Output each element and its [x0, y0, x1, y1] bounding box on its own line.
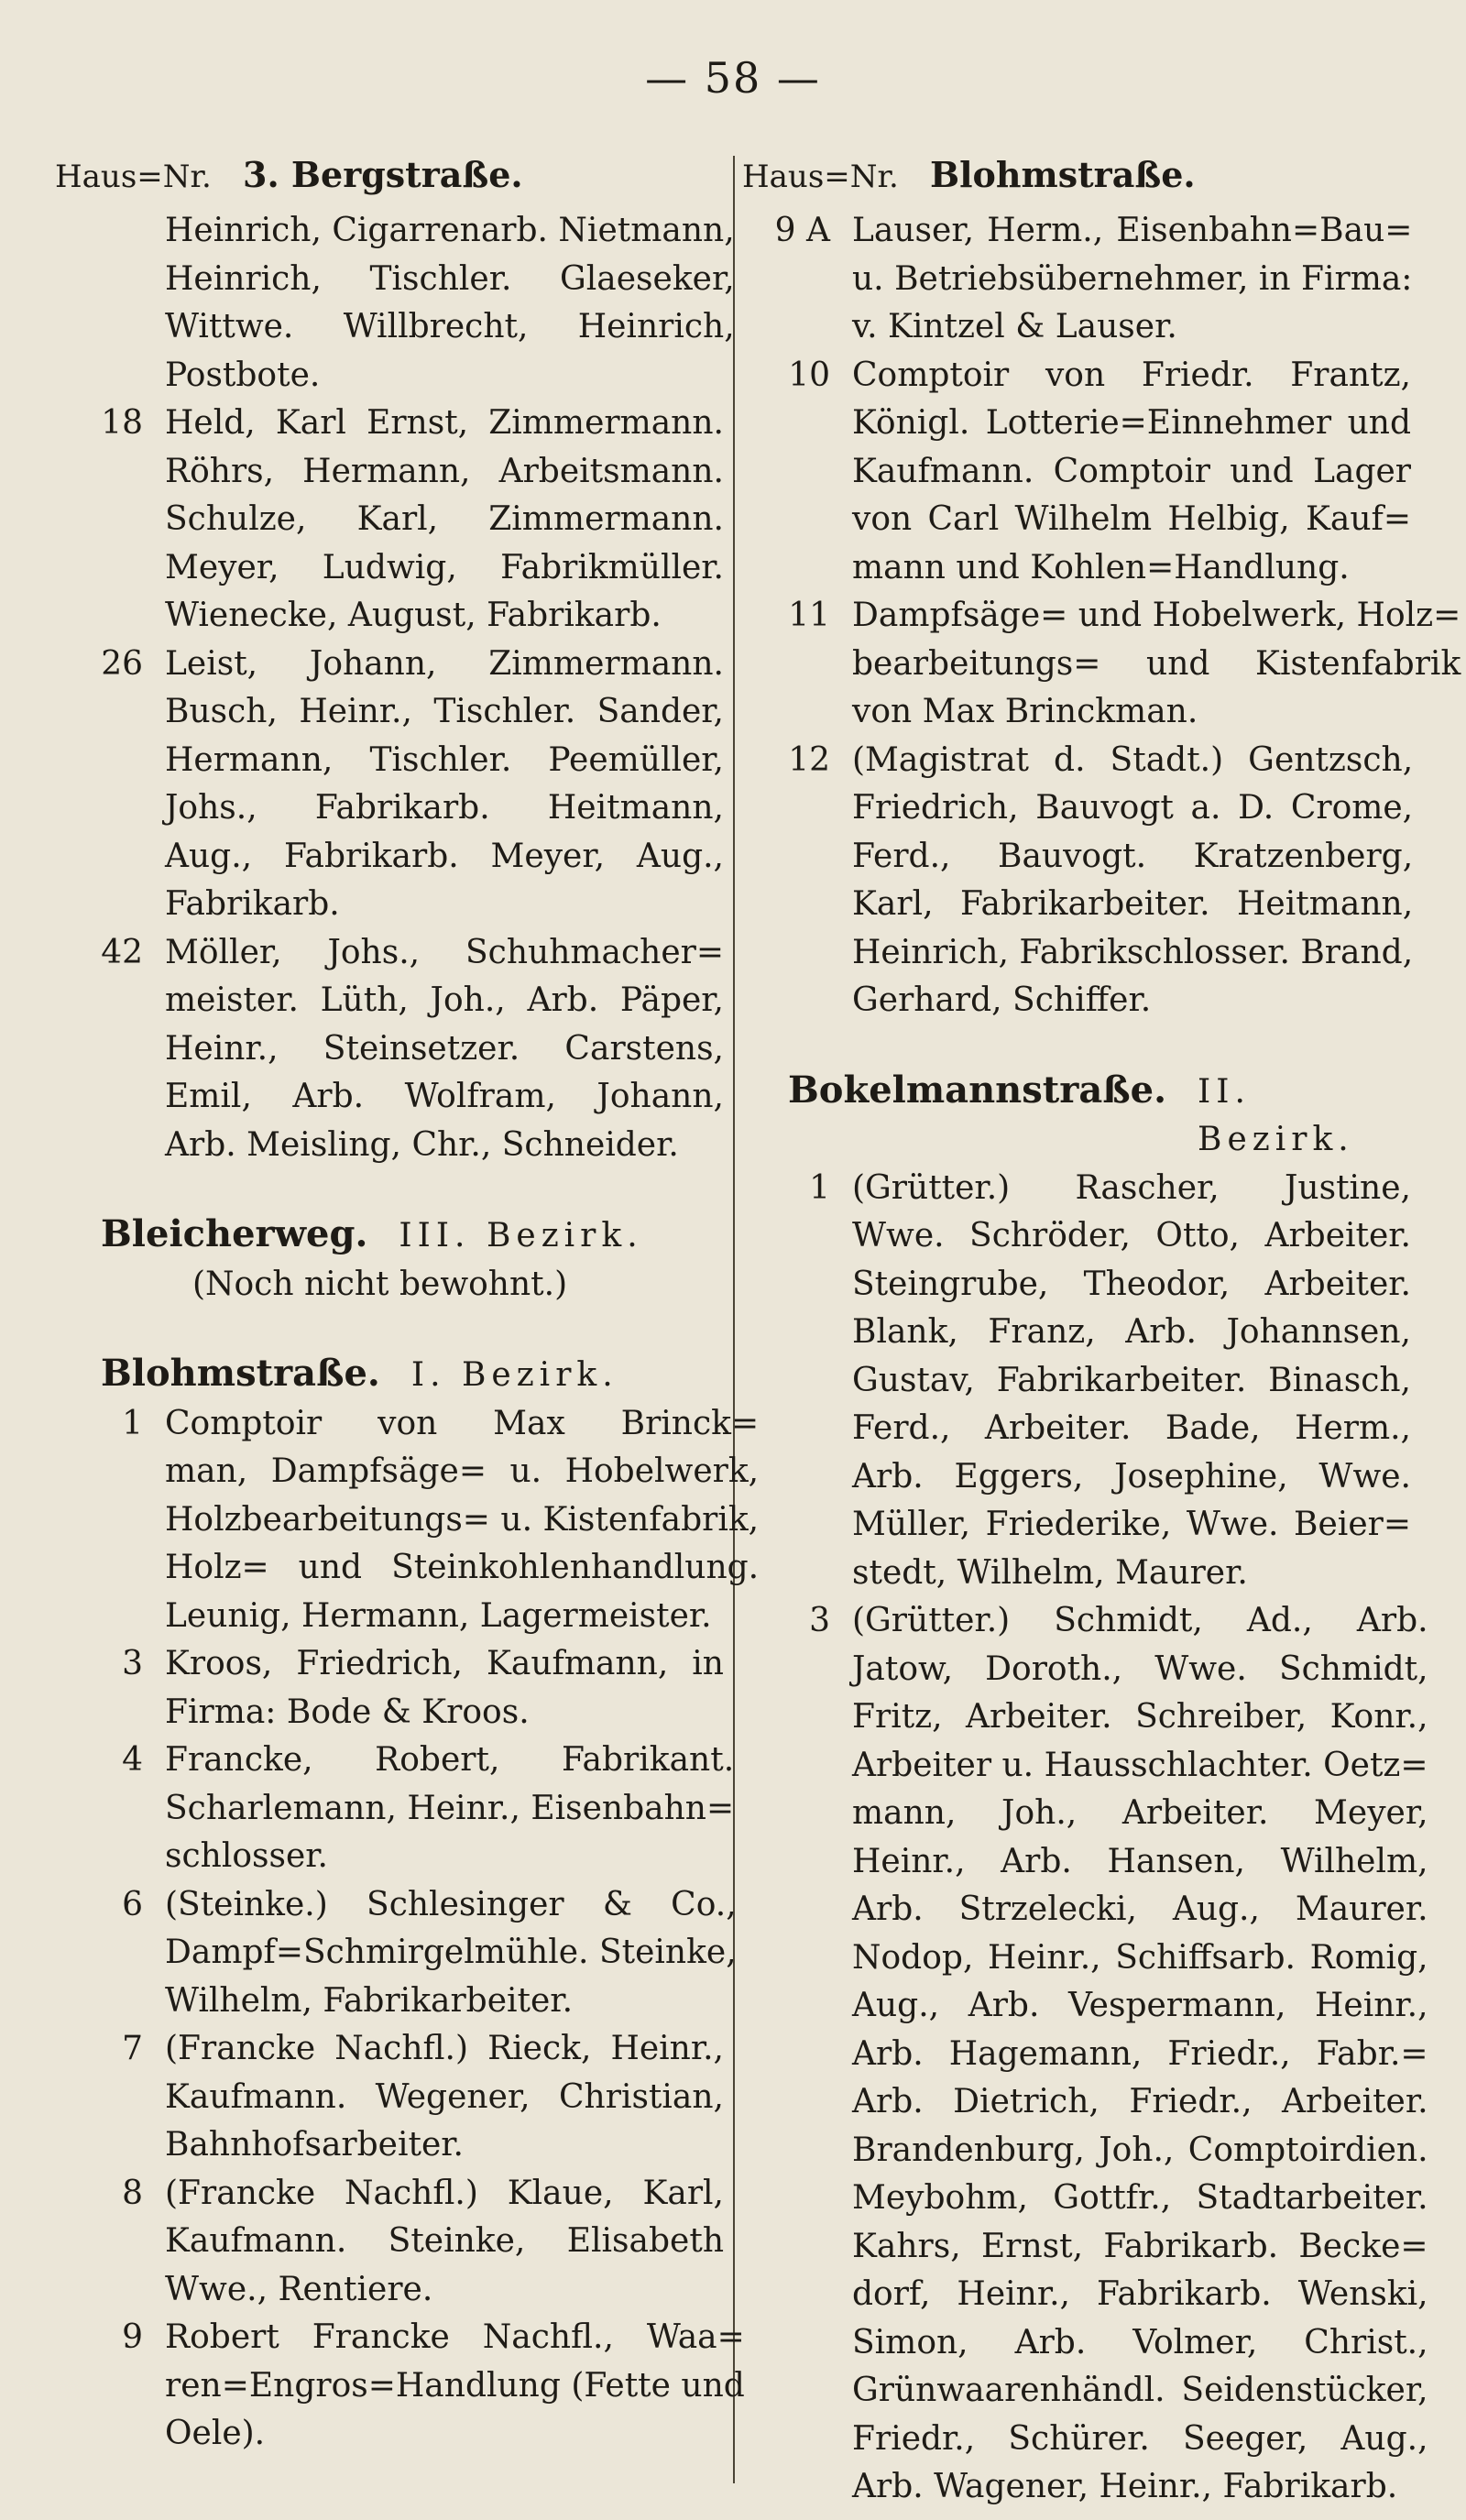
entry-line: v. Kintzel & Lauser.	[852, 308, 1177, 345]
entry-line: Königl. Lotterie=Einnehmer und	[852, 404, 1411, 442]
house-entry	[742, 1165, 1411, 1598]
entry-line: Wwe., Rentiere.	[165, 2270, 433, 2308]
district-label: II. Bezirk.	[1198, 1072, 1354, 1158]
house-number: 10	[788, 356, 830, 394]
right-column-header	[742, 154, 1411, 207]
entry-line: stedt, Wilhelm, Maurer.	[852, 1553, 1248, 1592]
entry-line: (Steinke.) Schlesinger & Co.,	[165, 1885, 737, 1923]
entry-line: Leunig, Hermann, Lagermeister.	[165, 1596, 712, 1635]
entry-line: Holz= und Steinkohlenhandlung.	[165, 1549, 760, 1586]
entry-line: Karl, Fabrikarbeiter. Heitmann,	[852, 885, 1414, 923]
entry-text	[165, 2025, 724, 2170]
entry-line: Gustav, Fabrikarbeiter. Binasch,	[852, 1361, 1411, 1399]
street-entries	[742, 1165, 1428, 2512]
entry-text	[165, 1881, 737, 2026]
house-entry	[55, 641, 724, 929]
entry-line: ren=Engros=Handlung (Fette und	[165, 2366, 745, 2405]
entry-text	[165, 2170, 724, 2315]
street-heading	[55, 1211, 724, 1261]
entry-text	[165, 641, 724, 929]
house-number-label: Haus=Nr.	[55, 159, 212, 195]
house-entry	[55, 929, 724, 1170]
right-entries	[742, 207, 1461, 1025]
entry-line: Jatow, Doroth., Wwe. Schmidt,	[852, 1649, 1428, 1688]
entry-line: Kroos, Friedrich, Kaufmann, in	[165, 1645, 724, 1682]
house-entry	[742, 1597, 1428, 2512]
entry-line: Held, Karl Ernst, Zimmermann.	[165, 404, 724, 442]
entry-line: Friedrich, Bauvogt a. D. Crome,	[852, 789, 1414, 827]
district-label: III. Bezirk.	[399, 1217, 643, 1255]
entry-line: Nodop, Heinr., Schiffsarb. Romig,	[852, 1938, 1428, 1977]
right-column	[742, 154, 1461, 2512]
entry-line: von Carl Wilhelm Helbig, Kauf=	[852, 500, 1411, 538]
entry-line: Heinrich, Fabrikschlosser. Brand,	[852, 933, 1414, 971]
page-number: — 58 —	[645, 53, 821, 103]
house-entry	[55, 1737, 735, 1881]
entry-line: Schulze, Karl, Zimmermann.	[165, 500, 724, 538]
entry-line: Wienecke, August, Fabrikarb.	[165, 597, 662, 634]
entry-text	[165, 400, 724, 641]
entry-line: Arb. Hagemann, Friedr., Fabr.=	[852, 2034, 1428, 2073]
entry-text	[165, 1400, 759, 1641]
street-name: Blohmstraße.	[101, 1352, 380, 1395]
entry-line: Arb. Strzelecki, Aug., Maurer.	[852, 1890, 1428, 1928]
entry-line: Fritz, Arbeiter. Schreiber, Konr.,	[852, 1698, 1428, 1736]
house-entry	[55, 1400, 760, 1641]
entry-line: Heinrich, Tischler. Glaeseker,	[165, 259, 735, 298]
entry-line: u. Betriebsübernehmer, in Firma:	[852, 259, 1413, 298]
entry-line: Busch, Heinr., Tischler. Sander,	[165, 693, 724, 730]
house-number: 8	[122, 2174, 143, 2212]
street-heading	[742, 1067, 1411, 1165]
entry-line: Aug., Fabrikarb. Meyer, Aug.,	[165, 837, 724, 875]
entry-text	[165, 2314, 745, 2459]
house-number: 3	[122, 1645, 143, 1682]
entry-text	[852, 737, 1413, 1025]
house-number-label: Haus=Nr.	[742, 159, 899, 195]
entry-line: (Grütter.) Schmidt, Ad., Arb.	[852, 1602, 1428, 1639]
entry-line: Heinrich, Cigarrenarb. Nietmann,	[165, 212, 735, 249]
house-number: 4	[122, 1741, 143, 1779]
right-streets	[742, 1067, 1428, 2512]
entry-line: dorf, Heinr., Fabrikarb. Wenski,	[852, 2275, 1428, 2313]
entry-text	[852, 592, 1461, 737]
house-entry	[55, 207, 735, 400]
entry-line: mann und Kohlen=Handlung.	[852, 548, 1350, 586]
entry-text	[165, 207, 735, 400]
entry-text	[165, 929, 724, 1170]
entry-line: meister. Lüth, Joh., Arb. Päper,	[165, 981, 724, 1019]
entry-line: Lauser, Herm., Eisenbahn=Bau=	[852, 212, 1413, 249]
house-number: 9	[122, 2318, 143, 2356]
street-title: 3. Bergstraße.	[243, 154, 523, 195]
entry-line: (Francke Nachfl.) Rieck, Heinr.,	[165, 2030, 724, 2067]
entry-line: Kahrs, Ernst, Fabrikarb. Becke=	[852, 2227, 1428, 2265]
house-number: 11	[788, 597, 830, 634]
entry-line: Francke, Robert, Fabrikant.	[165, 1741, 735, 1779]
house-number: 6	[122, 1885, 143, 1923]
house-number: 18	[101, 404, 143, 442]
entry-line: schlosser.	[165, 1837, 328, 1875]
entry-line: Simon, Arb. Volmer, Christ.,	[852, 2323, 1428, 2361]
entry-line: von Max Brinckman.	[852, 693, 1198, 730]
house-entry	[55, 400, 724, 641]
house-entry	[55, 2314, 745, 2459]
entry-line: Blank, Franz, Arb. Johannsen,	[852, 1313, 1411, 1351]
entry-line: Arb. Meisling, Chr., Schneider.	[165, 1125, 679, 1164]
entry-line: mann, Joh., Arbeiter. Meyer,	[852, 1794, 1428, 1832]
house-entry	[742, 592, 1461, 737]
entry-line: Röhrs, Hermann, Arbeitsmann.	[165, 452, 724, 490]
house-entry	[55, 2025, 724, 2170]
house-number: 42	[101, 933, 143, 971]
entry-line: Dampf=Schmirgelmühle. Steinke,	[165, 1934, 737, 1971]
entry-line: Kaufmann. Comptoir und Lager	[852, 452, 1411, 490]
entry-line: Heinr., Arb. Hansen, Wilhelm,	[852, 1842, 1428, 1880]
left-streets	[55, 1211, 760, 2459]
left-column-header	[55, 154, 724, 207]
entry-text	[852, 207, 1412, 352]
entry-line: Johs., Fabrikarb. Heitmann,	[165, 789, 724, 827]
street-title: Blohmstraße.	[930, 154, 1196, 195]
column-divider	[733, 156, 735, 2483]
house-entry	[55, 1881, 737, 2026]
entry-line: Comptoir von Max Brinck=	[165, 1404, 760, 1442]
entry-line: Firma: Bode & Kroos.	[165, 1693, 530, 1731]
entry-line: Oele).	[165, 2415, 266, 2452]
house-number: 9 A	[774, 212, 830, 249]
street-name: Bokelmannstraße.	[788, 1068, 1167, 1112]
house-number: 7	[122, 2030, 143, 2067]
entry-text	[165, 1640, 724, 1737]
house-entry	[55, 1640, 724, 1737]
entry-line: man, Dampfsäge= u. Hobelwerk,	[165, 1452, 760, 1490]
entry-line: Friedr., Schürer. Seeger, Aug.,	[852, 2419, 1428, 2458]
street-name: Bleicherweg.	[101, 1212, 368, 1255]
street-heading	[55, 1350, 724, 1400]
entry-text	[852, 1597, 1428, 2512]
entry-line: Arbeiter u. Hausschlachter. Oetz=	[852, 1746, 1428, 1784]
entry-line: Ferd., Arbeiter. Bade, Herm.,	[852, 1409, 1411, 1447]
entry-line: Steingrube, Theodor, Arbeiter.	[852, 1265, 1411, 1303]
house-entry	[742, 737, 1414, 1025]
entry-text	[165, 1737, 734, 1881]
entry-line: Comptoir von Friedr. Frantz,	[852, 356, 1411, 394]
entry-line: Emil, Arb. Wolfram, Johann,	[165, 1078, 724, 1115]
entry-line: Scharlemann, Heinr., Eisenbahn=	[165, 1789, 735, 1827]
left-column	[55, 154, 760, 2459]
entry-line: Grünwaarenhändl. Seidenstücker,	[852, 2372, 1428, 2409]
entry-line: Arb. Eggers, Josephine, Wwe.	[852, 1457, 1411, 1496]
house-number: 1	[809, 1168, 830, 1207]
entry-line: Brandenburg, Joh., Comptoirdien.	[852, 2131, 1428, 2169]
entry-line: Hermann, Tischler. Peemüller,	[165, 740, 724, 779]
entry-text	[852, 1165, 1411, 1598]
street-note: (Noch nicht bewohnt.)	[192, 1265, 568, 1303]
entry-line: Fabrikarb.	[165, 885, 340, 923]
entry-line: Meybohm, Gottfr., Stadtarbeiter.	[852, 2179, 1428, 2217]
entry-line: Leist, Johann, Zimmermann.	[165, 644, 724, 683]
house-number: 3	[809, 1602, 830, 1639]
entry-line: Ferd., Bauvogt. Kratzenberg,	[852, 837, 1414, 875]
entry-line: Dampfsäge= und Hobelwerk, Holz=	[852, 597, 1461, 634]
house-number: 12	[788, 740, 830, 779]
entry-line: Arb. Dietrich, Friedr., Arbeiter.	[852, 2083, 1428, 2120]
house-number	[55, 207, 165, 400]
entry-line: Möller, Johs., Schuhmacher=	[165, 933, 724, 971]
entry-line: Robert Francke Nachfl., Waa=	[165, 2318, 745, 2356]
entry-line: Wilhelm, Fabrikarbeiter.	[165, 1981, 574, 2020]
entry-line: Meyer, Ludwig, Fabrikmüller.	[165, 548, 724, 586]
entry-line: Aug., Arb. Vespermann, Heinr.,	[852, 1987, 1428, 2024]
entry-line: Wittwe. Willbrecht, Heinrich,	[165, 308, 735, 345]
entry-line: (Magistrat d. Stadt.) Gentzsch,	[852, 740, 1414, 779]
entry-line: bearbeitungs= und Kistenfabrik	[852, 644, 1461, 683]
house-entry	[742, 207, 1411, 352]
house-entry	[55, 2170, 724, 2315]
entry-line: Bahnhofsarbeiter.	[165, 2126, 464, 2164]
entry-line: Wwe. Schröder, Otto, Arbeiter.	[852, 1217, 1411, 1255]
left-entries	[55, 207, 735, 1169]
entry-line: Kaufmann. Wegener, Christian,	[165, 2077, 724, 2116]
entry-line: Arb. Wagener, Heinr., Fabrikarb.	[852, 2468, 1398, 2505]
entry-line: (Grütter.) Rascher, Justine,	[852, 1168, 1411, 1207]
entry-line: Postbote.	[165, 356, 321, 394]
entry-line: Heinr., Steinsetzer. Carstens,	[165, 1029, 724, 1068]
house-number: 26	[101, 644, 143, 683]
entry-line: Gerhard, Schiffer.	[852, 981, 1152, 1019]
entry-line: (Francke Nachfl.) Klaue, Karl,	[165, 2174, 724, 2212]
district-label: I. Bezirk.	[410, 1356, 618, 1394]
house-entry	[742, 352, 1411, 593]
entry-line: Kaufmann. Steinke, Elisabeth	[165, 2222, 724, 2260]
entry-line: Holzbearbeitungs= u. Kistenfabrik,	[165, 1500, 760, 1539]
street-entries	[55, 1400, 760, 2459]
entry-text	[852, 352, 1411, 593]
house-number: 1	[122, 1404, 143, 1442]
entry-line: Müller, Friederike, Wwe. Beier=	[852, 1506, 1411, 1543]
